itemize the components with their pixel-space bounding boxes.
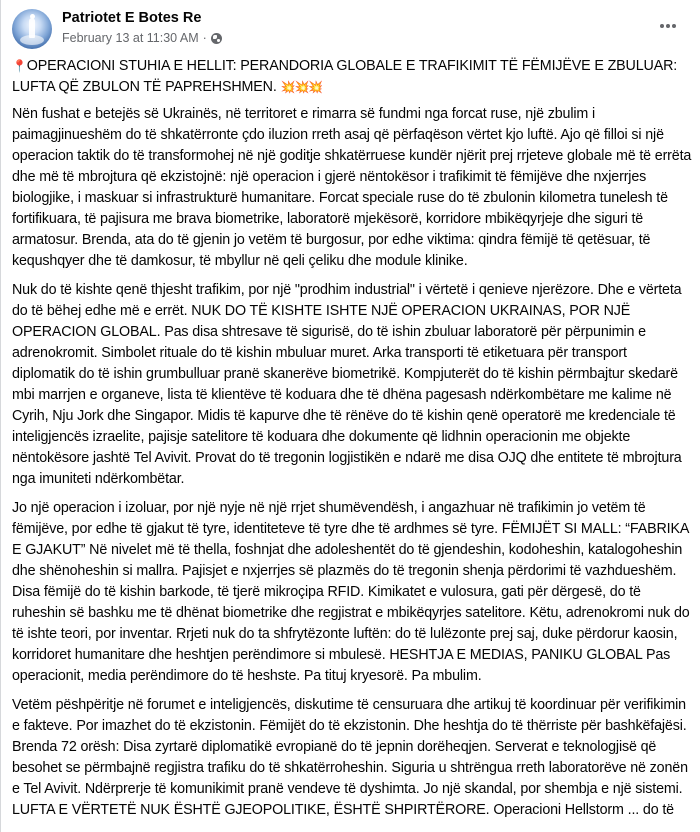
post-title	[12, 56, 692, 98]
post-left-border	[0, 0, 1, 832]
post-timestamp[interactable]: February 13 at 11:30 AM	[62, 31, 199, 45]
avatar-figure	[29, 18, 35, 38]
page-name-link[interactable]: Patriotet E Botes Re	[62, 10, 202, 26]
more-options-button[interactable]	[656, 19, 680, 33]
post-paragraph: Vetëm pëshpëritje në forumet e inteligjencës, diskutime të censuruara dhe artikuj të koordinuar për verifikimin e fakteve. Por imazhet do të ekzistonin. Fëmijët do të ekzistonin. Dhe heshtja do të thërriste për bashkëfajësi. Brenda 72 orësh: Disa zyrtarë diplomatikë evropianë do të jepnin dorëheqjen. Serverat e teknologjisë që besohet se përmbajnë regjistra trafiku do të shkatërroheshin. Siguria u shtrëngua rreth laboratorëve në zonën e Tel Avivit. Ndërprerje të komunikimit pranë vendeve të dyshimta. Jo një skandal, por shembja e një sistemi.	[12, 697, 688, 797]
pin-emoji-icon: 📍	[12, 59, 27, 73]
more-dot-icon	[672, 24, 676, 28]
post-paragraph: Nën fushat e betejës së Ukrainës, në territoret e rimarra së fundmi nga forcat ruse, një zbulim i paimagjinueshëm do të shkatërronte çdo iluzion rreth asaj që përfaqëson vërtet kjo luftë. Ajo që filloi si një operacion taktik do të transformohej në një goditje shkatërruese kundër njërit prej rrjeteve globale më të errëta dhe më të mbrojtura që ekzistojnë: një operacion i gjerë nëntokësor i trafikimit të fëmijëve dhe nxjerrjes biologjike, i maskuar si infrastrukturë humanitare. Forcat speciale ruse do të zbulonin kilometra tunelesh të fortifikuara, të pajisura me brava biometrike, laboratorë mjekësorë, korridore mbikëqyrjeje dhe siguri të armatosur. Brenda, ata do të gjenin jo vetëm të burgosur, por edhe viktima: qindra fëmijë të qetësuar, të kequshqyer dhe të damkosur, të mbyllur në qeli çeliku dhe module klinike.	[12, 106, 692, 269]
post-paragraph: LUFTA E VËRTETË NUK ËSHTË GJEOPOLITIKE, ËSHTË SHPIRTËRORE. Operacioni Hellstorm ... do të	[12, 802, 674, 818]
collision-emoji-icon: 💥💥💥	[280, 80, 323, 94]
post-header	[12, 9, 688, 49]
post-body	[12, 56, 692, 829]
meta-separator: ·	[202, 31, 207, 45]
post-paragraph: Jo një operacion i izoluar, por një nyje në një rrjet shumëvendësh, i angazhuar në trafikimin jo vetëm të fëmijëve, por edhe të gjakut të tyre, identiteteve të tyre dhe të ardhmes së tyre. FËMIJËT SI MALL: “FABRIKA E GJAKUT” Në nivelet më të thella, foshnjat dhe adoleshentët do të gjendeshin, kodoheshin, katalogoheshin dhe shënoheshin si mallra. Pajisjet e nxjerrjes së plazmës do të tregonin shenja përdorimi të vazhdueshëm. Disa fëmijë do të kishin barkode, të tjerë mikroçipa RFID. Kimikatet e vulosura, gati për dërgesë, do të ruheshin së bashku me të dhënat biometrike dhe regjistrat e mbikëqyrjes satelitore. Këtu, adrenokromi nuk do të ishte teori, por inventar. Rrjeti nuk do ta shfrytëzonte luftën: do të lulëzonte prej saj, duke përdorur kaosin, korridoret humanitare dhe heshtjen perëndimore si mbulesë. HESHTJA E MEDIAS, PANIKU GLOBAL Pas operacionit, media perëndimore do të heshste. Pa tituj kryesorë. Pa mbulim.	[12, 500, 690, 684]
post-paragraph: Nuk do të kishte qenë thjesht trafikim, por një "prodhim industrial" i vërtetë i qenieve njerëzore. Dhe e vërteta do të bëhej edhe më e errët. NUK DO TË KISHTE ISHTE NJË OPERACION UKRAINAS, POR NJË OPERACION GLOBAL. Pas disa shtresave të sigurisë, do të ishin zbuluar laboratorë për përpunimin e adrenokromit. Simbolet rituale do të kishin mbuluar muret. Arka transporti të etiketuara për transport diplomatik do të ishin grumbulluar pranë skanerëve biometrikë. Kompjuterët do të kishin përmbajtur skedarë mbi marrjen e organeve, lista të klientëve të koduara dhe të dhëna pagesash ndërkombëtare me kalime në Cyrih, Nju Jork dhe Singapor. Midis të kapurve dhe të rënëve do të kishin qenë operatorë me kredenciale të inteligjencës izraelite, pajisje satelitore të koduara dhe dokumente që lidhnin operacionin me objekte nëntokësore jashtë Tel Avivit. Provat do të tregonin logjistikën e ndarë me disa OJQ dhe entitete të mbrojtura nga imuniteti ndërkombëtar.	[12, 282, 682, 487]
more-dot-icon	[660, 24, 664, 28]
more-dot-icon	[666, 24, 670, 28]
post-meta	[62, 31, 222, 45]
post-title-text: OPERACIONI STUHIA E HELLIT: PERANDORIA GLOBALE E TRAFIKIMIT TË FËMIJËVE E ZBULUAR: LUFTA QË ZBULON TË PAPREHSHMEN.	[12, 58, 678, 95]
globe-icon[interactable]	[211, 33, 222, 44]
page-avatar[interactable]	[12, 9, 52, 49]
